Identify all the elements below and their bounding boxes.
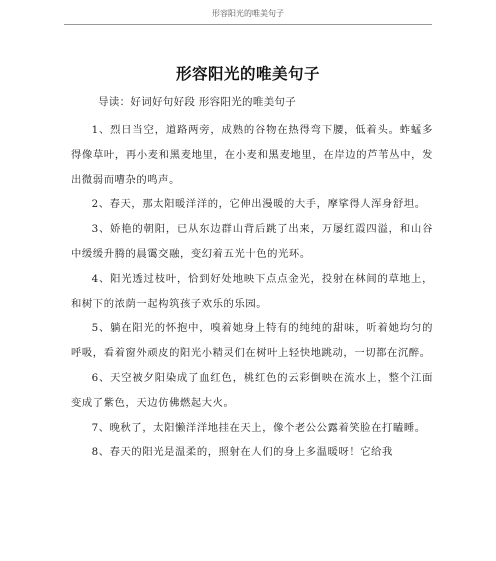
paragraph-6: 6、天空被夕阳染成了血红色，桃红色的云彩倒映在流水上，整个江面变成了紫色，天边仿佛燃起大火。	[71, 371, 433, 409]
header-divider	[64, 24, 432, 25]
body-text	[71, 118, 433, 465]
paragraph-3: 3、娇艳的朝阳，已从东边群山背后跳了出来，万屡红霞四溢，和山谷中缓缓升腾的晨霭交融，变幻着五光十色的光环。	[71, 223, 433, 260]
paragraph-4: 4、阳光透过枝叶，恰到好处地映下点点金光，投射在林间的草地上，和树下的浓荫一起构筑孩子欢乐的乐园。	[71, 272, 433, 310]
running-header: 形容阳光的唯美句子	[212, 9, 284, 18]
paragraph-5: 5、躺在阳光的怀抱中，嗅着她身上特有的纯纯的甜味，听着她均匀的呼吸，看着窗外顽皮的阳光小精灵们在树叶上轻快地跳动，一切都在沉醉。	[71, 322, 433, 360]
paragraph-8: 8、春天的阳光是温柔的，照射在人们的身上多温暖呀！它给我	[91, 446, 393, 459]
page-title: 形容阳光的唯美句子	[175, 65, 320, 83]
intro-line: 导读：好词好句好段 形容阳光的唯美句子	[98, 96, 297, 108]
paragraph-7: 7、晚秋了，太阳懒洋洋地挂在天上，像个老公公露着笑脸在打瞌睡。	[91, 421, 426, 434]
paragraph-2: 2、春天，那太阳暖洋洋的，它伸出漫暖的大手，摩挲得人浑身舒坦。	[91, 198, 426, 211]
paragraph-1: 1、烈日当空，道路两旁，成熟的谷物在热得弯下腰，低着头。蚱蜢多得像草叶，再小麦和黑麦地里，在小麦和黑麦地里，在岸边的芦苇丛中，发出微弱而嘈杂的鸣声。	[71, 124, 433, 186]
